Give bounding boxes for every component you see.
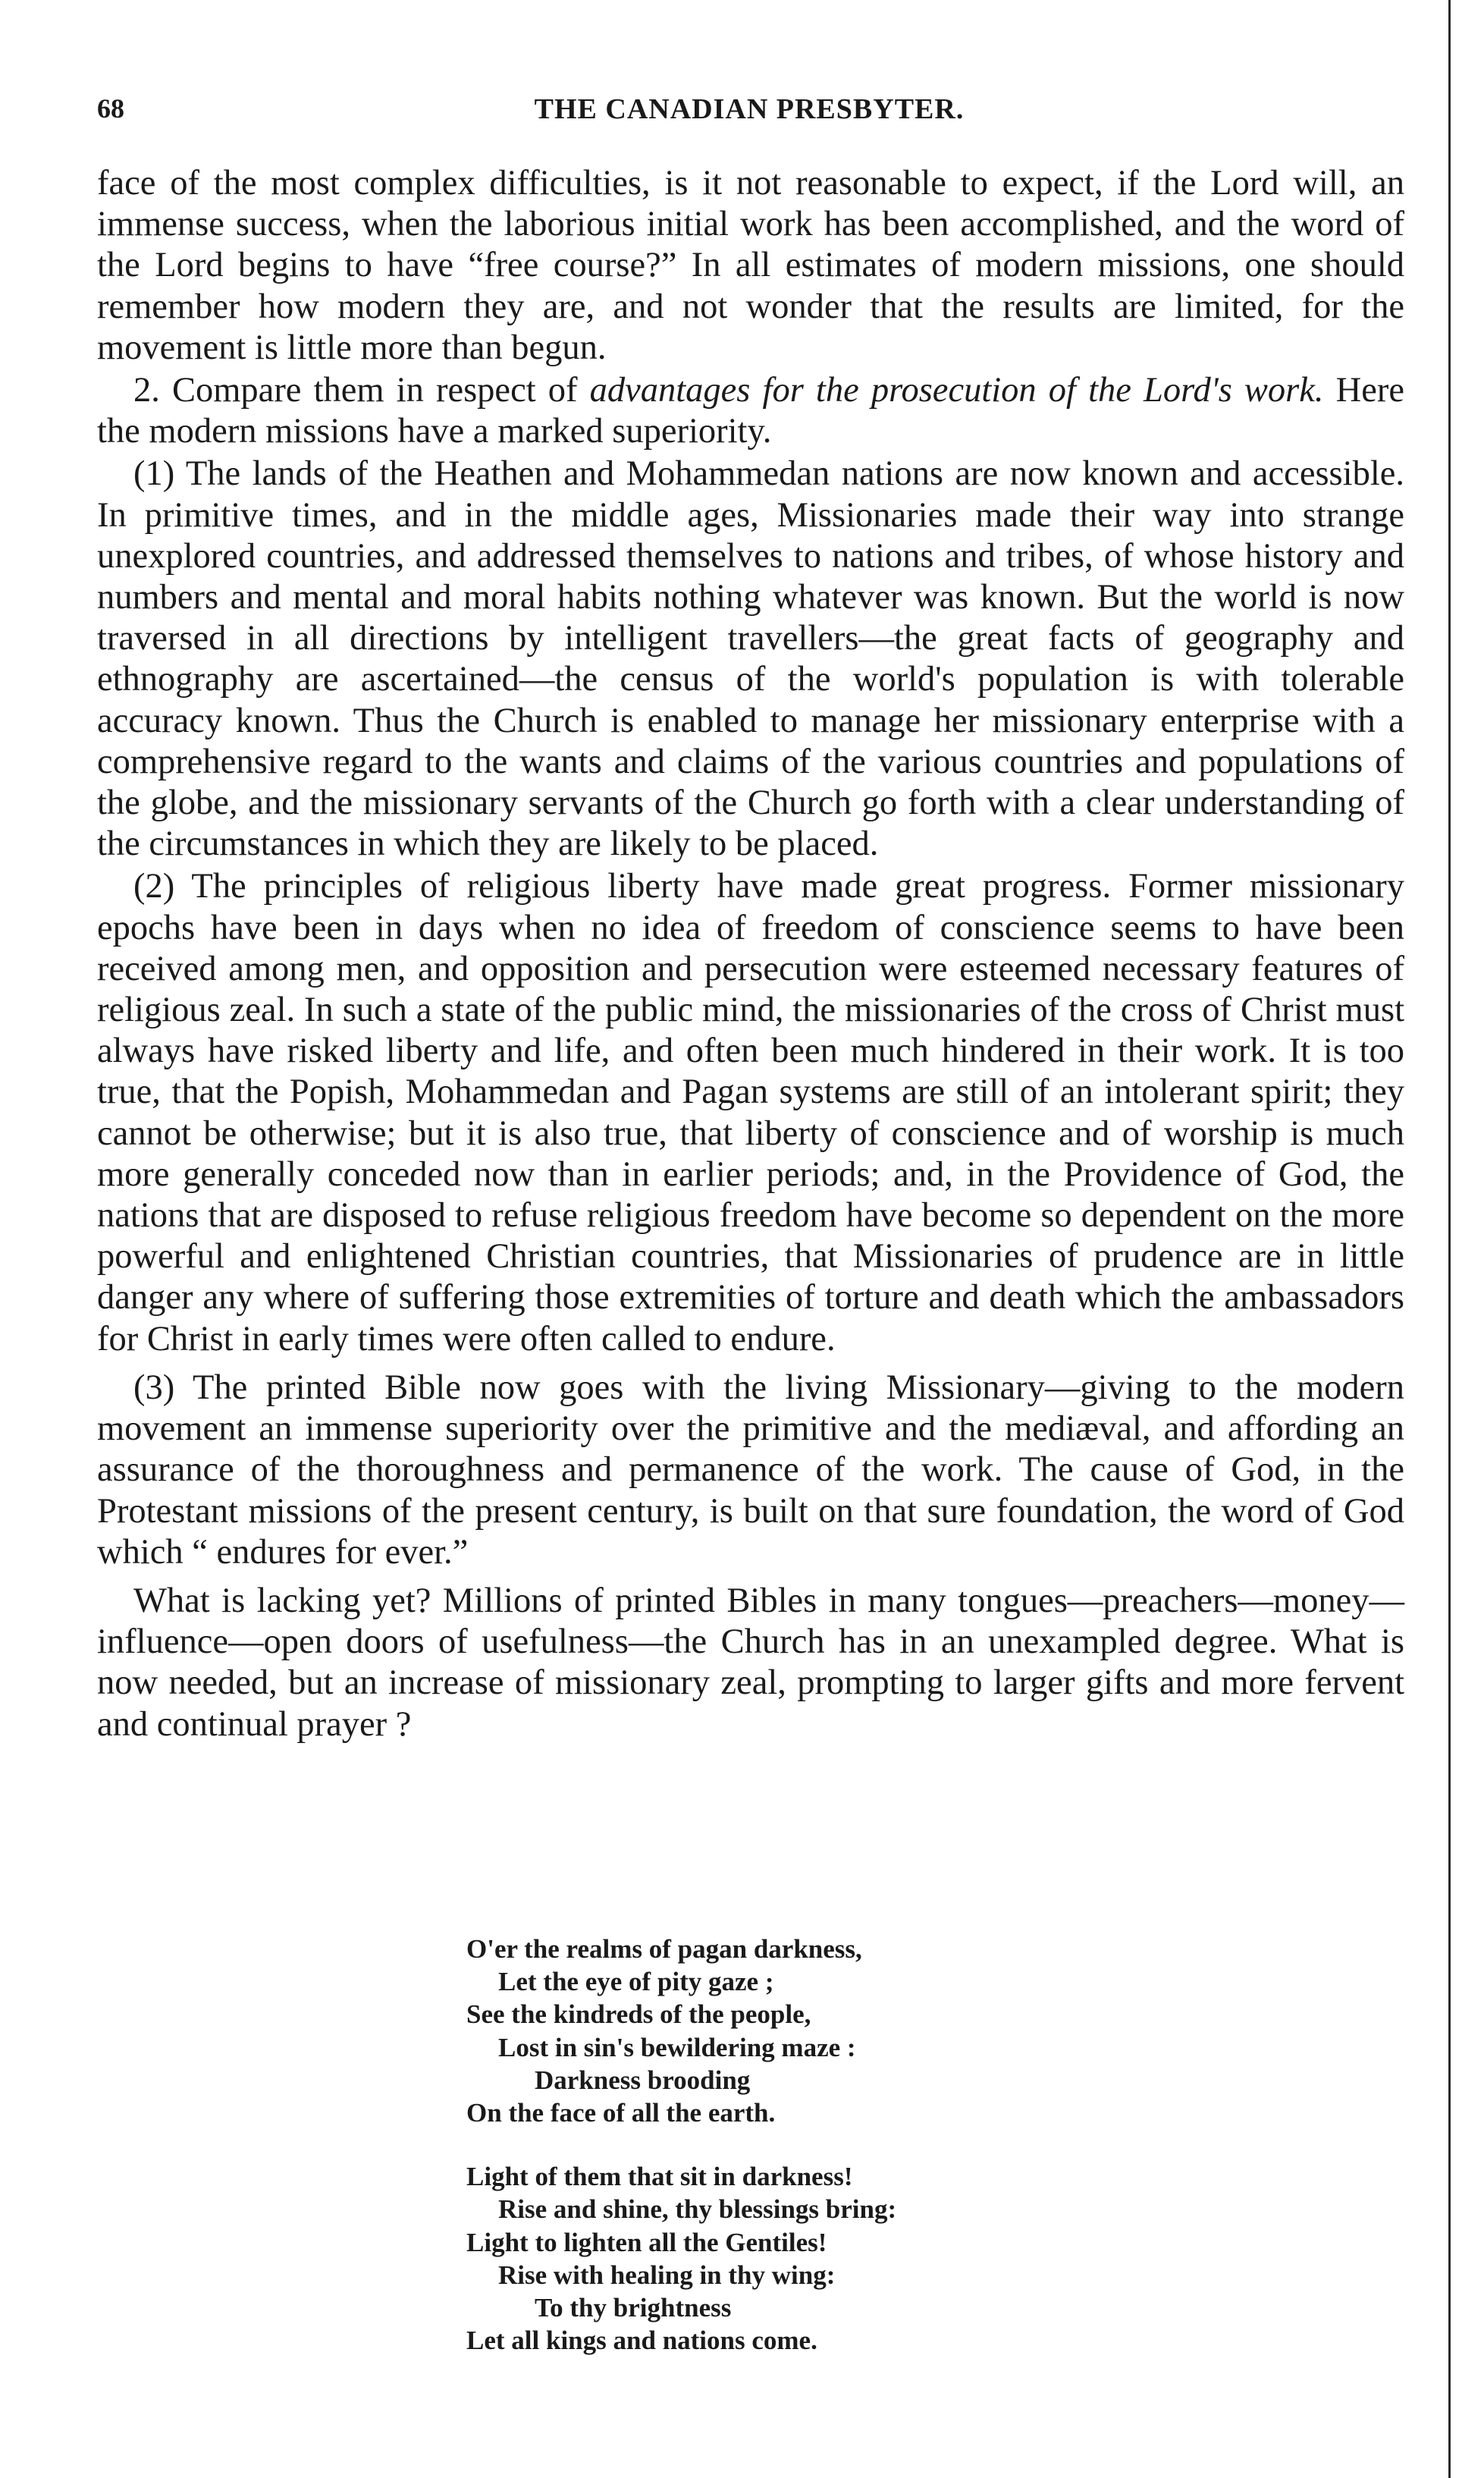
paragraph-text: (1) The lands of the Heathen and Mohammedan nations are now known and accessible. In primitive times, and in the middle ages, Missionaries made their way into strange unexplored countries, and addressed themselves to nations and tribes, of whose history and numbers and mental and moral habits nothing whatever was known. But the world is now traversed in all directions by intelligent travellers—the great facts of geography and ethnography are ascertained—the census of the world's population is with tolerable accuracy known. Thus the Church is enabled to manage her missionary enterprise with a comprehensive regard to the wants and claims of the various countries and populations of the globe, and the missionary servants of the Church go forth with a clear understanding of the circumstances in which they are likely to be placed. xyxy=(97,454,1404,864)
running-head xyxy=(97,93,1401,130)
paragraph-text: What is lacking yet? Millions of printed Bibles in many tongues—preachers—money—influence—open doors of usefulness—the Church has in an unexampled degree. What is now needed, but an increase of missionary zeal, prompting to larger gifts and more fervent and continual prayer ? xyxy=(97,1581,1404,1744)
article-body xyxy=(97,163,1404,1745)
italic-phrase: advantages for the prosecution of the Lord's work. xyxy=(589,371,1324,410)
paragraph-advantages xyxy=(97,370,1404,452)
paragraph-conclusion xyxy=(97,1581,1404,1745)
hymn-poem xyxy=(466,1933,1149,2388)
journal-title: THE CANADIAN PRESBYTER. xyxy=(534,93,965,125)
poem-stanza-1 xyxy=(466,1933,1149,2129)
paragraph-text: (2) The principles of religious liberty have made great progress. Former missionary epochs have been in days when no idea of freedom of conscience seems to have been received among men, and opposition and persecution were esteemed necessary features of religious zeal. In such a state of the public mind, the missionaries of the cross of Christ must always have risked liberty and life, and often been much hindered in their work. It is too true, that the Popish, Mohammedan and Pagan systems are still of an intolerant spirit; they cannot be otherwise; but it is also true, that liberty of conscience and of worship is much more generally conceded now than in earlier periods; and, in the Providence of God, the nations that are disposed to refuse religious freedom have become so dependent on the more powerful and enlightened Christian countries, that Missionaries of prudence are in little danger any where of suffering those extremities of torture and death which the ambassadors for Christ in early times were often called to endure. xyxy=(97,867,1404,1358)
paragraph-point-1 xyxy=(97,454,1404,865)
poem-line: To thy brightness xyxy=(535,2293,732,2323)
poem-line: Let the eye of pity gaze ; xyxy=(498,1967,774,1997)
poem-stanza-2 xyxy=(466,2160,1149,2357)
page-edge-rule xyxy=(1448,0,1451,2478)
paragraph-text: (3) The printed Bible now goes with the living Missionary—giving to the modern movement an immense superiority over the primitive and the mediæval, and affording an assurance of the thoroughness and permanence of the work. The cause of God, in the Protestant missions of the present century, is built on that sure foundation, the word of God which “ endures for ever.” xyxy=(97,1368,1404,1572)
page-number: 68 xyxy=(97,93,124,124)
poem-line: On the face of all the earth. xyxy=(466,2098,776,2128)
poem-line: O'er the realms of pagan darkness, xyxy=(466,1934,862,1964)
paragraph-text: face of the most complex difficulties, is it not reasonable to expect, if the Lord will, an immense success, when the laborious initial work has been accomplished, and the word of the Lord begins to have “free course?” In all estimates of modern missions, one should remember how modern they are, and not wonder that the results are limited, for the movement is little more than begun. xyxy=(97,164,1404,367)
paragraph-point-3 xyxy=(97,1368,1404,1573)
paragraph-point-2 xyxy=(97,866,1404,1359)
poem-line: Rise and shine, thy blessings bring: xyxy=(498,2194,897,2225)
poem-line: Rise with healing in thy wing: xyxy=(498,2260,836,2290)
poem-line: Light of them that sit in darkness! xyxy=(466,2162,853,2192)
poem-line: Lost in sin's bewildering maze : xyxy=(498,2032,856,2062)
poem-line: See the kindreds of the people, xyxy=(466,1999,811,2030)
poem-line: Light to lighten all the Gentiles! xyxy=(466,2227,827,2257)
paragraph-continuation xyxy=(97,163,1404,369)
poem-line: Darkness brooding xyxy=(535,2065,751,2095)
paragraph-text: Here the modern missions have a marked superiority. xyxy=(97,371,1405,451)
poem-line: Let all kings and nations come. xyxy=(466,2326,817,2356)
paragraph-text: 2. Compare them in respect of xyxy=(133,371,590,410)
